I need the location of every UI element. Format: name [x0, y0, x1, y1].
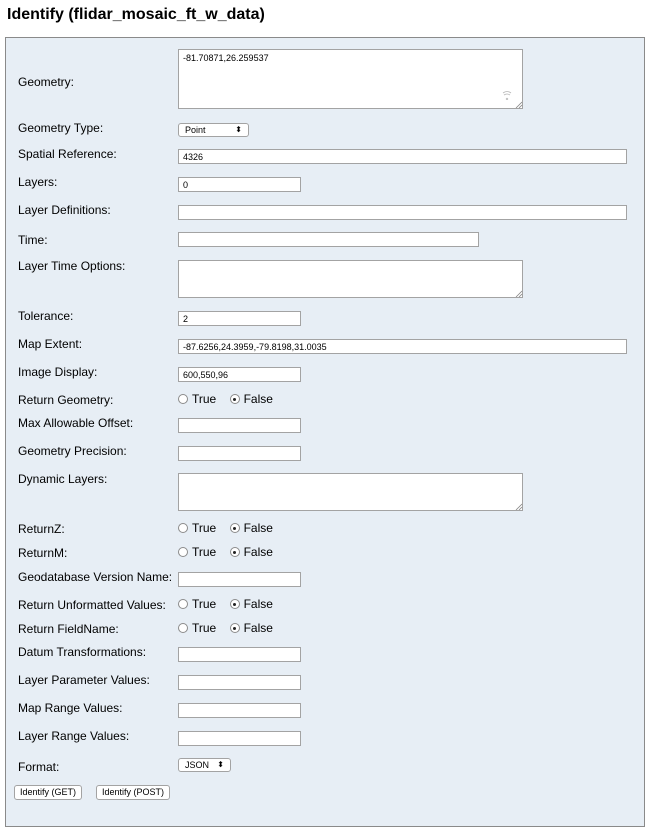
gdb-version-label: Geodatabase Version Name: — [18, 570, 173, 584]
datum-transformations-input[interactable] — [178, 647, 301, 662]
layer-definitions-label: Layer Definitions: — [18, 203, 111, 217]
return-unformatted-true-radio[interactable] — [178, 599, 188, 609]
geometry-precision-label: Geometry Precision: — [18, 444, 127, 458]
return-unformatted-radios — [178, 597, 283, 611]
chevron-up-down-icon: ⬍ — [217, 760, 224, 769]
geometry-type-label: Geometry Type: — [18, 121, 104, 135]
return-unformatted-label: Return Unformatted Values: — [18, 598, 166, 612]
layer-range-values-input[interactable] — [178, 731, 301, 746]
return-z-false-label: False — [243, 521, 273, 535]
layers-label: Layers: — [18, 175, 58, 189]
layer-parameter-values-label: Layer Parameter Values: — [18, 673, 150, 687]
return-field-name-false-label: False — [243, 621, 273, 635]
geometry-textarea[interactable] — [178, 49, 523, 109]
format-label: Format: — [18, 760, 60, 774]
return-field-name-label: Return FieldName: — [18, 622, 119, 636]
return-m-false-label: False — [243, 545, 273, 559]
return-geometry-radios — [178, 392, 283, 406]
input-tool-icon — [502, 90, 512, 100]
dynamic-layers-label: Dynamic Layers: — [18, 472, 108, 486]
identify-form-panel — [5, 37, 645, 827]
return-m-label: ReturnM: — [18, 546, 68, 560]
map-extent-label: Map Extent: — [18, 337, 83, 351]
resize-grip-icon[interactable] — [515, 101, 522, 108]
time-label: Time: — [18, 233, 48, 247]
max-allowable-offset-input[interactable] — [178, 418, 301, 433]
return-z-true-label: True — [192, 521, 217, 535]
chevron-up-down-icon: ⬍ — [235, 125, 242, 134]
dynamic-layers-wrap — [178, 473, 523, 511]
return-unformatted-false-label: False — [243, 597, 273, 611]
return-z-true-radio[interactable] — [178, 523, 188, 533]
return-field-name-false-radio[interactable] — [230, 623, 240, 633]
resize-grip-icon[interactable] — [515, 503, 522, 510]
spatial-reference-input[interactable] — [178, 149, 627, 164]
layer-definitions-input[interactable] — [178, 205, 627, 220]
page-title: Identify (flidar_mosaic_ft_w_data) — [7, 6, 265, 23]
gdb-version-input[interactable] — [178, 572, 301, 587]
return-geometry-false-radio[interactable] — [230, 394, 240, 404]
tolerance-input[interactable] — [178, 311, 301, 326]
return-z-label: ReturnZ: — [18, 522, 65, 536]
geometry-type-value: Point — [185, 125, 206, 135]
return-field-name-radios — [178, 621, 283, 635]
datum-transformations-label: Datum Transformations: — [18, 645, 147, 659]
map-range-values-label: Map Range Values: — [18, 701, 123, 715]
return-m-true-radio[interactable] — [178, 547, 188, 557]
geometry-type-select[interactable] — [178, 123, 249, 137]
return-geometry-label: Return Geometry: — [18, 393, 114, 407]
geometry-textarea-wrap — [178, 49, 523, 109]
geometry-label: Geometry: — [18, 75, 75, 89]
return-field-name-true-radio[interactable] — [178, 623, 188, 633]
resize-grip-icon[interactable] — [515, 290, 522, 297]
time-input[interactable] — [178, 232, 479, 247]
layer-parameter-values-input[interactable] — [178, 675, 301, 690]
layer-range-values-label: Layer Range Values: — [18, 729, 130, 743]
image-display-input[interactable] — [178, 367, 301, 382]
max-allowable-offset-label: Max Allowable Offset: — [18, 416, 134, 430]
tolerance-label: Tolerance: — [18, 309, 74, 323]
layer-time-options-textarea[interactable] — [178, 260, 523, 298]
return-geometry-true-radio[interactable] — [178, 394, 188, 404]
layers-input[interactable] — [178, 177, 301, 192]
layer-time-options-label: Layer Time Options: — [18, 259, 126, 273]
map-range-values-input[interactable] — [178, 703, 301, 718]
geometry-precision-input[interactable] — [178, 446, 301, 461]
spatial-reference-label: Spatial Reference: — [18, 147, 117, 161]
return-geometry-true-label: True — [192, 392, 217, 406]
format-value: JSON — [185, 760, 210, 770]
return-m-radios — [178, 545, 283, 559]
return-unformatted-false-radio[interactable] — [230, 599, 240, 609]
return-unformatted-true-label: True — [192, 597, 217, 611]
image-display-label: Image Display: — [18, 365, 98, 379]
return-m-true-label: True — [192, 545, 217, 559]
map-extent-input[interactable] — [178, 339, 627, 354]
layer-time-options-wrap — [178, 260, 523, 298]
return-geometry-false-label: False — [243, 392, 273, 406]
identify-get-button[interactable]: Identify (GET) — [14, 785, 82, 800]
format-select[interactable] — [178, 758, 231, 772]
return-field-name-true-label: True — [192, 621, 217, 635]
identify-post-button[interactable]: Identify (POST) — [96, 785, 170, 800]
return-m-false-radio[interactable] — [230, 547, 240, 557]
return-z-false-radio[interactable] — [230, 523, 240, 533]
dynamic-layers-textarea[interactable] — [178, 473, 523, 511]
return-z-radios — [178, 521, 283, 535]
